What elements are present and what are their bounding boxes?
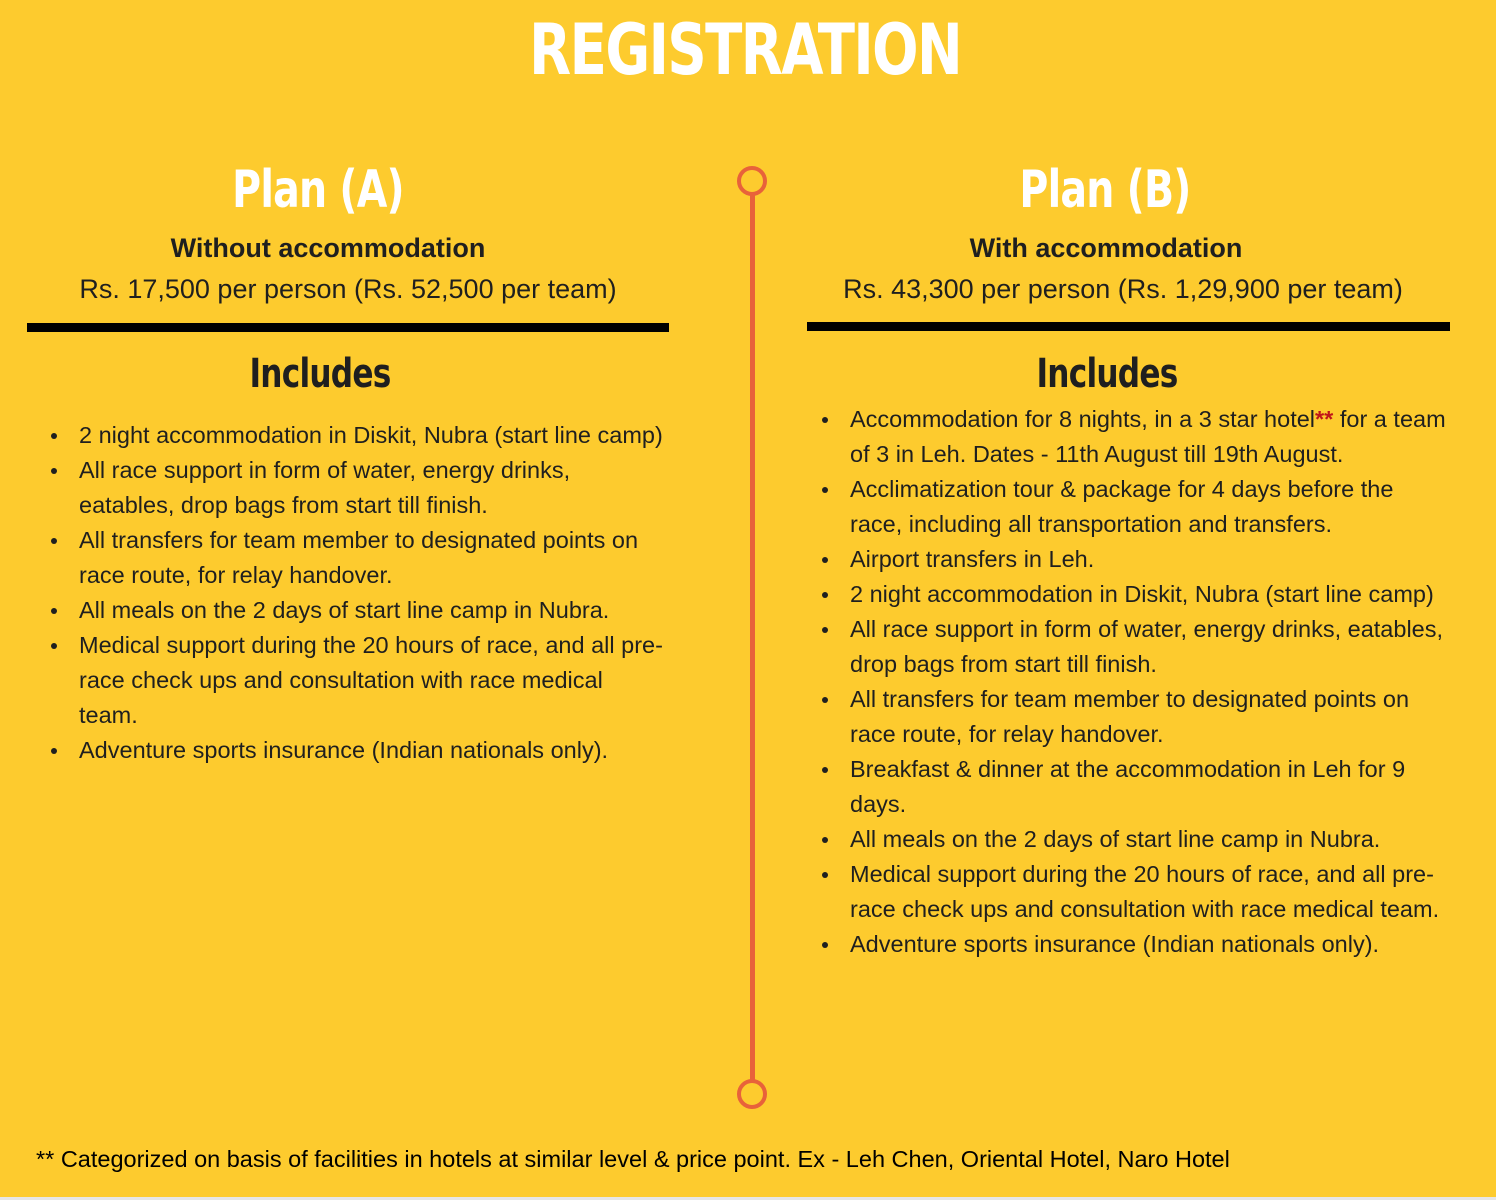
plan-b-subtitle: With accommodation [969, 233, 1243, 263]
list-item [818, 577, 1448, 612]
plan-a-heading: Plan (A) [232, 160, 404, 220]
page-title: REGISTRATION [529, 9, 962, 91]
list-item-text: Medical support during the 20 hours of race, and all pre-race check ups and consultation with race medical team. [850, 861, 1440, 922]
list-item-text: Acclimatization tour & package for 4 days before the race, including all transportation and transfers. [850, 476, 1394, 537]
bullet-icon [822, 942, 828, 948]
list-item [818, 612, 1448, 682]
list-item-text: Medical support during the 20 hours of race, and all pre-race check ups and consultation with race medical team. [79, 632, 663, 728]
list-item-text-end: for a team of 3 in Leh. Dates - 11th August till 19th August. [850, 406, 1446, 467]
plan-a-price: Rs. 17,500 per person (Rs. 52,500 per team) [79, 274, 617, 304]
bullet-icon [51, 748, 57, 754]
list-item [47, 733, 667, 768]
bullet-icon [51, 538, 57, 544]
bullet-icon [822, 697, 828, 703]
list-item [47, 628, 667, 733]
list-item [47, 523, 667, 593]
bullet-icon [822, 872, 828, 878]
list-item [818, 682, 1448, 752]
list-item [818, 472, 1448, 542]
plan-a-includes-list [47, 418, 667, 768]
bullet-icon [822, 627, 828, 633]
list-item-text: All transfers for team member to designated points on race route, for relay handover. [79, 527, 639, 588]
list-item-text: Adventure sports insurance (Indian nationals only). [850, 931, 1380, 957]
list-item [47, 453, 667, 523]
bullet-icon [822, 417, 828, 423]
list-item [818, 822, 1448, 857]
list-item-text: 2 night accommodation in Diskit, Nubra (start line camp) [850, 581, 1434, 607]
list-item [818, 927, 1448, 962]
list-item-text: All race support in form of water, energy drinks, eatables, drop bags from start till finish. [79, 457, 571, 518]
plan-a-subtitle: Without accommodation [170, 233, 486, 263]
list-item [818, 857, 1448, 927]
list-item [818, 402, 1448, 472]
bullet-icon [822, 592, 828, 598]
plan-b-heading: Plan (B) [1019, 160, 1191, 220]
list-item-text: All race support in form of water, energy drinks, eatables, drop bags from start till finish. [850, 616, 1444, 677]
bullet-icon [822, 487, 828, 493]
list-item-text-start: Accommodation for 8 nights, in a 3 star hotel [850, 406, 1316, 432]
list-item-text: Breakfast & dinner at the accommodation in Leh for 9 days. [850, 756, 1406, 817]
divider-top-circle-icon [737, 166, 767, 196]
list-item-text: All meals on the 2 days of start line camp in Nubra. [79, 597, 610, 623]
list-item [818, 752, 1448, 822]
plan-a-divider-rule [27, 323, 669, 332]
divider-bottom-circle-icon [737, 1079, 767, 1109]
center-divider-line [750, 192, 755, 1080]
bullet-icon [51, 433, 57, 439]
plan-b-divider-rule [807, 322, 1450, 331]
bullet-icon [822, 557, 828, 563]
list-item-text: 2 night accommodation in Diskit, Nubra (start line camp) [79, 422, 663, 448]
bullet-icon [822, 767, 828, 773]
list-item-text: Airport transfers in Leh. [850, 546, 1095, 572]
list-item [47, 418, 667, 453]
plan-a-includes-heading: Includes [249, 351, 391, 397]
bullet-icon [822, 837, 828, 843]
footnote-marker: ** [1315, 406, 1334, 432]
list-item-text: All transfers for team member to designated points on race route, for relay handover. [850, 686, 1410, 747]
list-item-text: All meals on the 2 days of start line camp in Nubra. [850, 826, 1381, 852]
list-item [47, 593, 667, 628]
plan-b-price: Rs. 43,300 per person (Rs. 1,29,900 per team) [843, 274, 1403, 304]
list-item-text: Adventure sports insurance (Indian nationals only). [79, 737, 609, 763]
bullet-icon [51, 468, 57, 474]
bullet-icon [51, 643, 57, 649]
plan-b-includes-heading: Includes [1036, 351, 1178, 397]
footnote: ** Categorized on basis of facilities in hotels at similar level & price point. Ex - Leh Chen, Oriental Hotel, Naro Hotel [36, 1146, 1230, 1172]
plan-b-includes-list [818, 402, 1448, 962]
list-item [818, 542, 1448, 577]
bullet-icon [51, 608, 57, 614]
